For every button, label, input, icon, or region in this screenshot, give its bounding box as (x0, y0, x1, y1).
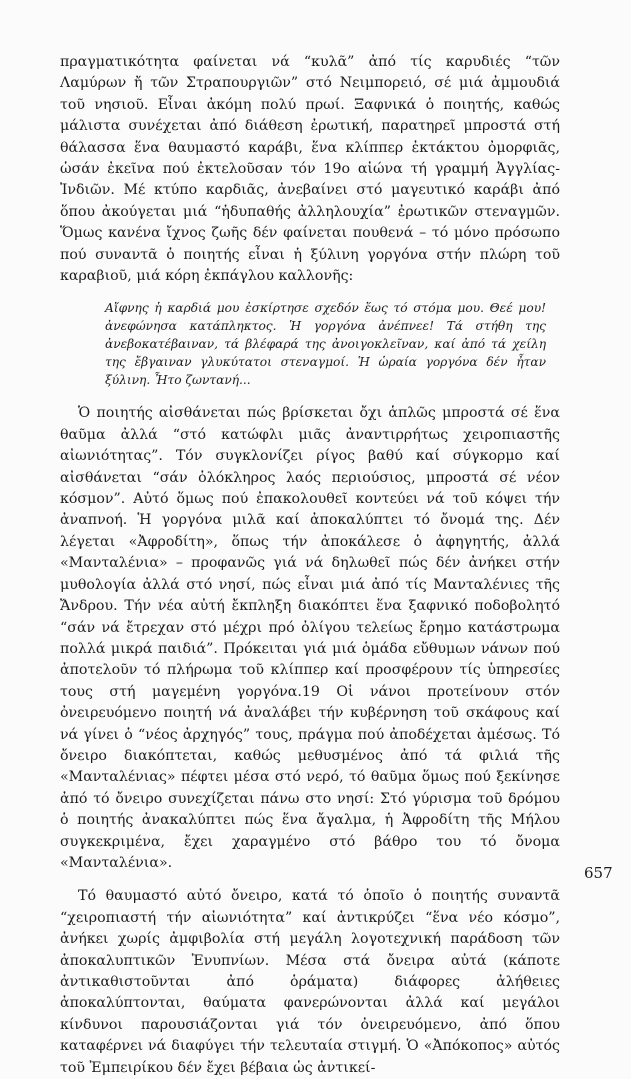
block-quote: Αἴφνης ἡ καρδιά μου ἐσκίρτησε σχεδόν ἕως τό στόμα μου. Θεέ μου! ἀνεφώνησα κατάπληκτος. Ἡ γοργόνα ἀνέπνεε! Τά στήθη της ἀνεβοκατέβαιναν, τά βλέφαρά της ἀνοιγοκλεῖναν, καί ἀπό τά χείλη της ἔβγαιναν γλυκύτατοι στεναγμοί. Ἡ ὡραία γοργόνα δέν ἦταν ξύλινη. Ἦτο ζωντανή... (105, 301, 546, 387)
paragraph-3: Τό θαυμαστό αὐτό ὄνειρο, κατά τό ὁποῖο ὁ ποιητής συναντᾶ “χειροπιαστή τήν αἰωνιότητα” καί ἀντικρύζει “ἕνα νέο κόσμο”, ἀνήκει χωρίς ἀμφιβολία στή μεγάλη λογοτεχνική παράδοση τῶν ἀποκαλυπτικῶν Ἐνυπνίων. Μέσα στά ὄνειρα αὐτά (κάποτε ἀντικαθιστοῦνται ἀπό ὁράματα) διάφορες ἀλήθειες ἀποκαλύπτονται, θαύματα φανερώνονται ἀλλά καί μεγάλοι κίνδυνοι παρουσιάζονται γιά τόν ὀνειρευόμενο, ἀπό ὅπου καταφέρνει νά διαφύγει τήν τελευταία στιγμή. Ὁ «Ἀπόκοπος» αὐτός τοῦ Ἐμπειρίκου δέν ἔχει βέβαια ὡς ἀντικεί- (60, 888, 560, 1076)
paragraph-2: Ὁ ποιητής αἰσθάνεται πώς βρίσκεται ὄχι ἁπλῶς μπροστά σέ ἕνα θαῦμα ἀλλά “στό κατώφλι μιᾶς ἀναντιρρήτως χειροπιαστῆς αἰωνιότητας”. Τόν συγκλονίζει ρίγος βαθύ καί σύγκορμο καί αἰσθάνεται “σάν ὁλόκληρος λαός περιούσιος, μπροστά σέ νέον κόσμον”. Αὐτό ὅμως πού ἐπακολουθεῖ κοντεύει νά τοῦ κόψει τήν ἀναπνοή. Ἡ γοργόνα μιλᾶ καί ἀποκαλύπτει τό ὄνομά της. Δέν λέγεται «Ἀφροδίτη», ὅπως τήν ἀποκάλεσε ὁ ἀφηγητής, ἀλλά «Μανταλένια» – προφανῶς γιά νά δηλωθεῖ πώς δέν ἀνήκει στήν μυθολογία ἀλλά στό νησί, πώς εἶναι μιά ἀπό τίς Μανταλένιες τῆς Ἄνδρου. Τήν νέα αὐτή ἔκπληξη διακόπτει ἕνα ξαφνικό ποδοβολητό “σάν νά ἔτρεχαν στό μέχρι πρό ὀλίγου τελείως ἔρημο κατάστρωμα πολλά μικρά παιδιά”. Πρόκειται γιά μιά ὁμάδα εὔθυμων νάνων πού ἀποτελοῦν τό πλήρωμα τοῦ κλίππερ καί προσφέρουν τίς ὑπηρεσίες τους στή μαγεμένη γοργόνα.19 Οἱ νάνοι προτείνουν στόν ὀνειρευόμενο ποιητή νά ἀναλάβει τήν κυβέρνηση τοῦ σκάφους καί νά γίνει ὁ “νέος ἀρχηγός” τους, πράγμα πού ἀποδέχεται ἀμέσως. Τό ὄνειρο διακόπτεται, καθώς μεθυσμένος ἀπό τά φιλιά τῆς «Μανταλένιας» πέφτει μέσα στό νερό, τό θαῦμα ὅμως πού ξεκίνησε ἀπό τό ὄνειρο συνεχίζεται πάνω στο νησί: Στό γύρισμα τοῦ δρόμου ὁ ποιητής ἀνακαλύπτει πώς ἕνα ἄγαλμα, ἡ Ἀφροδίτη τῆς Μήλου συγκεκριμένα, ἔχει χαραγμένο στό βάθρο του τό ὄνομα «Μανταλένια». (60, 405, 560, 871)
text-column (60, 52, 560, 1079)
page-number: 657 (584, 864, 613, 882)
paragraph-1: πραγματικότητα φαίνεται νά “κυλᾶ” ἀπό τίς καρυδιές “τῶν Λαμύρων ἤ τῶν Στραπουργιῶν” στό Νειμπορειό, σέ μιά ἀμμουδιά τοῦ νησιοῦ. Εἶναι ἀκόμη πολύ πρωί. Ξαφνικά ὁ ποιητής, καθώς μάλιστα συνέχεται ἀπό διάθεση ἐρωτική, παρατηρεῖ μπροστά στή θάλασσα ἕνα θαυμαστό καράβι, ἕνα κλίππερ ἐκτάκτου ὀμορφιᾶς, ὡσάν ἐκεῖνα πού ἐκτελοῦσαν τόν 19ο αἰώνα τή γραμμή Ἀγγλίας-Ἰνδιῶν. Μέ κτύπο καρδιᾶς, ἀνεβαίνει στό μαγευτικό καράβι ἀπό ὅπου ἀκούγεται μιά “ἡδυπαθής ἀλληλουχία” ἐρωτικῶν στεναγμῶν. Ὅμως κανένα ἴχνος ζωῆς δέν φαίνεται πουθενά – τό μόνο πρόσωπο πού συναντᾶ ὁ ποιητής εἶναι ἡ ξύλινη γοργόνα στήν πλώρη τοῦ καραβιοῦ, μιά κόρη ἐκπάγλου καλλονῆς: (60, 54, 560, 285)
paragraph-gap (60, 874, 560, 886)
